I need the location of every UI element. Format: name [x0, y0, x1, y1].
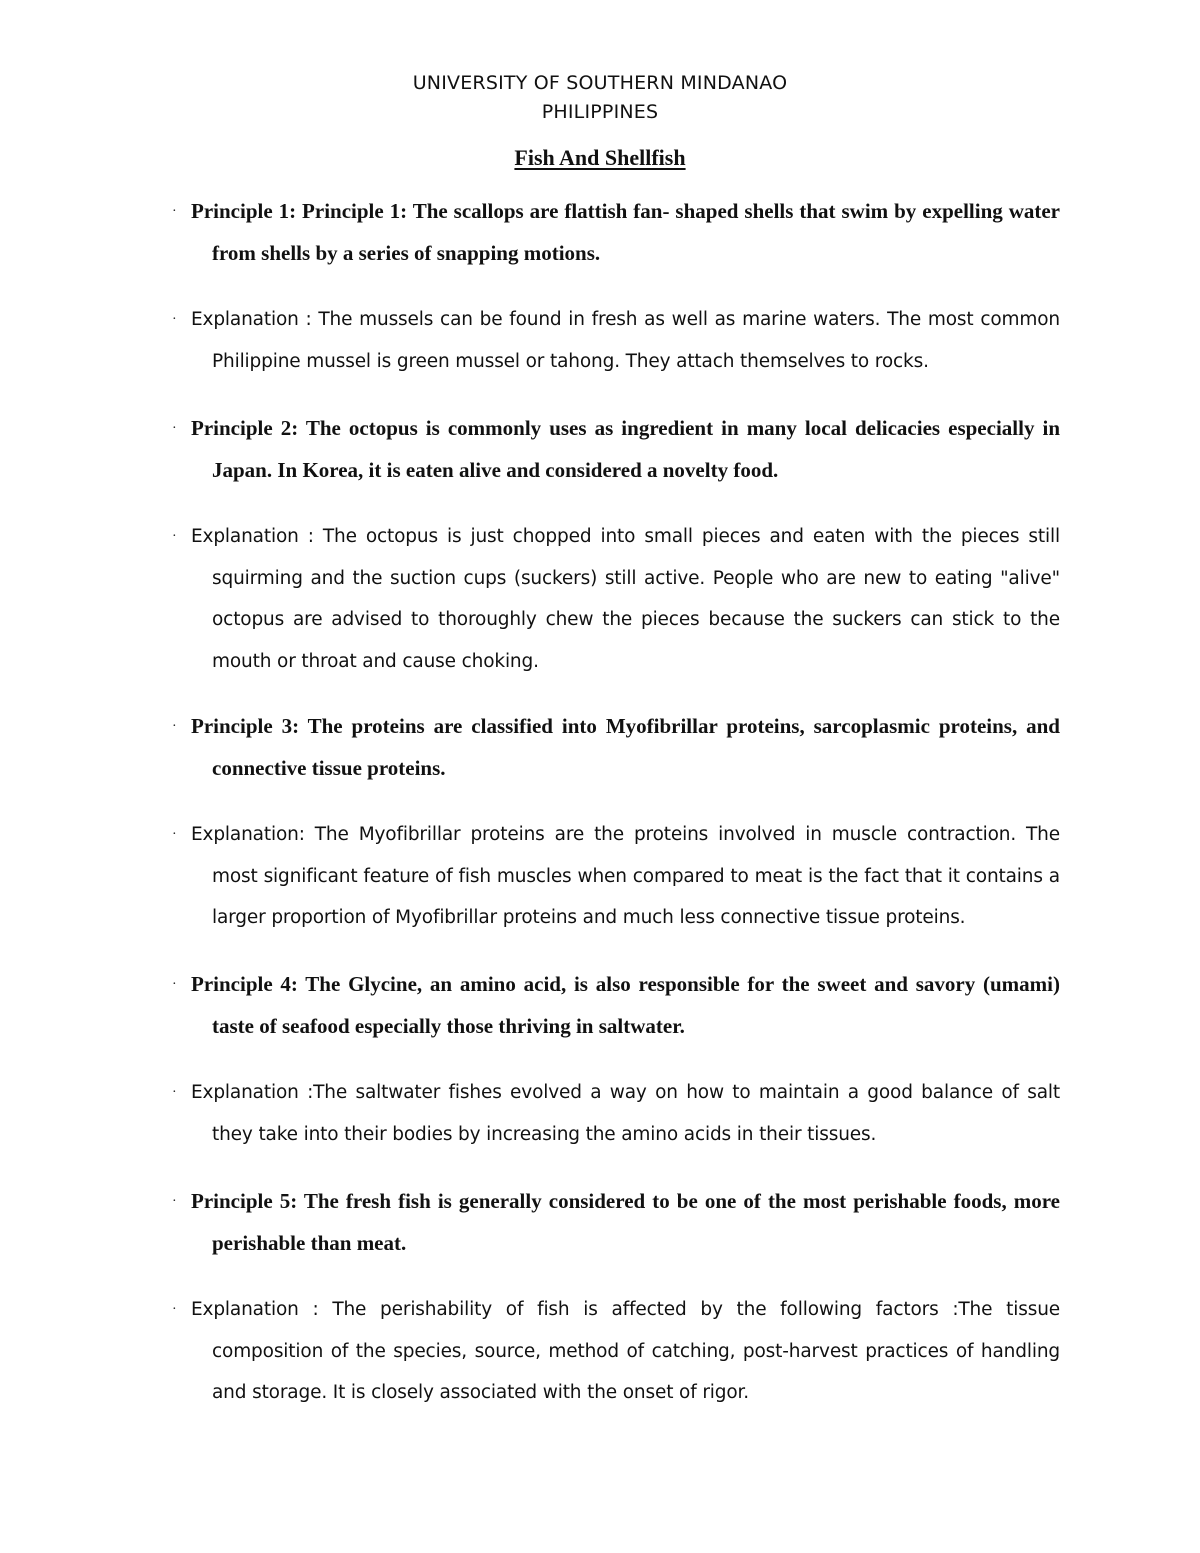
principle-3 [172, 706, 1060, 789]
explanation-3 [172, 814, 1060, 939]
explanation-5-text: Explanation : The perishability of fish is affected by the following factors :The tissue composition of the species, source, method of catching, post-harvest practices of handling and storage. It is closely associated with the onset of rigor. [191, 1299, 1060, 1403]
bullet-glyph: · [172, 421, 177, 436]
university-name: UNIVERSITY OF SOUTHERN MINDANAO [412, 72, 788, 94]
principle-2-text: Principle 2: The octopus is commonly uses as ingredient in many local delicacies especially in Japan. In Korea, it is eaten alive and considered a novelty food. [191, 416, 1060, 482]
principle-2 [172, 408, 1060, 491]
explanation-3-text: Explanation: The Myofibrillar proteins are the proteins involved in muscle contraction. The most significant feature of fish muscles when compared to meat is the fact that it contains a larger proportion of Myofibrillar proteins and much less connective tissue proteins. [191, 824, 1060, 928]
explanation-1 [172, 299, 1060, 382]
explanation-4-text: Explanation :The saltwater fishes evolved a way on how to maintain a good balance of salt they take into their bodies by increasing the amino acids in their tissues. [191, 1082, 1060, 1145]
principle-1-text: Principle 1: Principle 1: The scallops are flattish fan- shaped shells that swim by expelling water from shells by a series of snapping motions. [191, 199, 1060, 265]
principle-1 [172, 191, 1060, 274]
principle-5-text: Principle 5: The fresh fish is generally considered to be one of the most perishable foods, more perishable than meat. [191, 1189, 1060, 1255]
explanation-4 [172, 1072, 1060, 1155]
explanation-2 [172, 516, 1060, 682]
bullet-glyph: · [172, 977, 177, 992]
principle-4 [172, 964, 1060, 1047]
explanation-1-text: Explanation : The mussels can be found in fresh as well as marine waters. The most common Philippine mussel is green mussel or tahong. They attach themselves to rocks. [191, 309, 1060, 372]
bullet-glyph: · [172, 204, 177, 219]
principle-3-text: Principle 3: The proteins are classified into Myofibrillar proteins, sarcoplasmic proteins, and connective tissue proteins. [191, 714, 1060, 780]
bullet-glyph: · [172, 1194, 177, 1209]
document-title: Fish And Shellfish [514, 145, 686, 170]
bullet-glyph: · [172, 827, 177, 842]
explanation-5 [172, 1289, 1060, 1414]
country-name: PHILIPPINES [541, 101, 659, 123]
bullet-glyph: · [172, 312, 177, 327]
explanation-2-text: Explanation : The octopus is just chopped into small pieces and eaten with the pieces still squirming and the suction cups (suckers) still active. People who are new to eating "alive" octopus are advised to thoroughly chew the pieces because the suckers can stick to the mouth or throat and cause choking. [191, 526, 1060, 672]
principle-4-text: Principle 4: The Glycine, an amino acid, is also responsible for the sweet and savory (umami) taste of seafood especially those thriving in saltwater. [191, 972, 1060, 1038]
principle-5 [172, 1181, 1060, 1264]
bullet-glyph: · [172, 529, 177, 544]
bullet-glyph: · [172, 719, 177, 734]
bullet-glyph: · [172, 1302, 177, 1317]
bullet-glyph: · [172, 1085, 177, 1100]
